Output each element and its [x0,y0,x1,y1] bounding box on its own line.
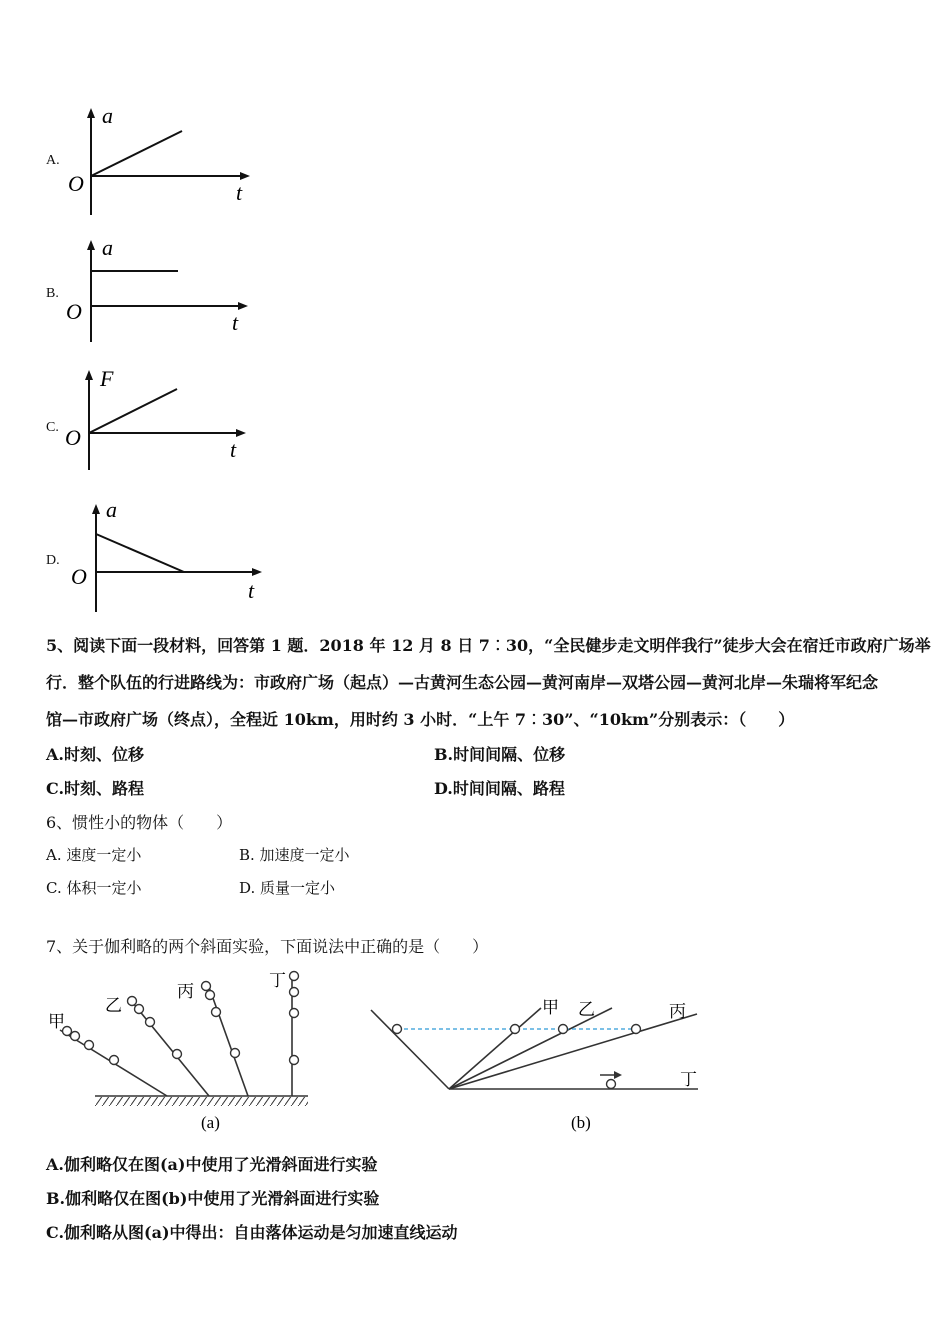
label-jia: 甲 [48,1012,65,1032]
figure-a [40,965,320,1135]
q7-option-c[interactable]: C.伽利略从图(a)中得出：自由落体运动是匀加速直线运动 [46,1223,458,1242]
incline-jia [449,1008,541,1089]
q5-option-a[interactable]: A.时刻、位移 [46,745,144,764]
origin-label: O [71,564,87,589]
x-axis-label: t [236,180,243,205]
label-bing: 丙 [177,982,194,1002]
label-ding: 丁 [269,971,286,991]
y-axis-label: a [102,235,113,260]
y-axis-label: F [100,366,114,391]
q5-line-1: 5、阅读下面一段材料，回答第 1 题．2018 年 12 月 8 日 7︰30，“全民健步走文明伴我行”徒步大会在宿迁市政府广场举 [46,636,931,655]
graph-d-line [96,534,184,572]
origin-label: O [66,299,82,324]
incline-left [371,1010,449,1089]
graph-d-svg [60,494,270,616]
graph-a-line [91,131,182,176]
q7-stem: 7、关于伽利略的两个斜面实验，下面说法中正确的是（ ） [46,937,489,956]
graph-c-svg [60,362,260,474]
graph-b-svg [60,232,260,348]
label-bing: 丙 [669,1002,686,1022]
x-axis-label: t [232,310,239,335]
q5-option-d[interactable]: D.时间间隔、路程 [434,779,565,798]
x-axis-label: t [248,578,255,603]
graph-a-svg [60,100,260,220]
q5-line-3: 馆—市政府广场（终点），全程近 10km，用时约 3 小时．“上午 7︰30”、“10km”分别表示：（ ） [46,710,795,729]
q6-option-c[interactable]: C. 体积一定小 [46,879,142,897]
figure-b [360,985,710,1135]
q7-option-b[interactable]: B.伽利略仅在图(b)中使用了光滑斜面进行实验 [46,1189,380,1208]
caption-b: (b) [571,1113,591,1132]
q7-option-a[interactable]: A.伽利略仅在图(a)中使用了光滑斜面进行实验 [46,1155,378,1174]
origin-label: O [65,425,81,450]
incline-bing [449,1014,697,1089]
x-axis-label: t [230,437,237,462]
q6-stem: 6、惯性小的物体（ ） [46,813,233,832]
incline-bing [209,987,248,1096]
arrow-head-icon [614,1071,622,1079]
q6-option-a[interactable]: A. 速度一定小 [46,846,142,864]
q5-option-c[interactable]: C.时刻、路程 [46,779,145,798]
origin-label: O [68,171,84,196]
balls [393,1025,641,1089]
y-axis-label: a [102,103,113,128]
ground-hatch [95,1097,308,1106]
caption-a: (a) [201,1113,220,1132]
q6-option-b[interactable]: B. 加速度一定小 [239,846,350,864]
label-jia: 甲 [542,998,559,1018]
graph-c-line [89,389,177,433]
q5-option-b[interactable]: B.时间间隔、位移 [434,745,566,764]
option-letter: B. [46,286,59,301]
y-axis-label: a [106,497,117,522]
label-ding: 丁 [680,1070,697,1090]
option-letter: C. [46,420,59,435]
label-yi: 乙 [105,996,122,1016]
q6-option-d[interactable]: D. 质量一定小 [239,879,336,897]
label-yi: 乙 [578,1000,595,1020]
option-letter: D. [46,553,60,568]
option-letter: A. [46,153,60,168]
incline-yi [449,1008,612,1089]
q5-line-2: 行．整个队伍的行进路线为：市政府广场（起点）—古黄河生态公园—黄河南岸—双塔公园—黄河北岸—朱瑞将军纪念 [46,673,879,692]
